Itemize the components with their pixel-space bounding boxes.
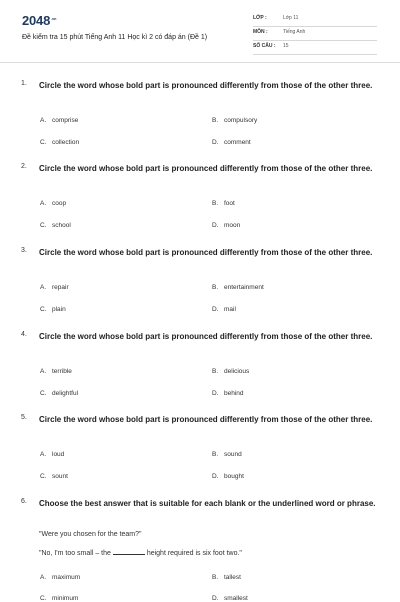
question-number: 2. bbox=[21, 163, 27, 170]
option-text: entertainment bbox=[224, 284, 264, 291]
meta-subject-key: MÔN : bbox=[253, 29, 268, 35]
option-letter: D. bbox=[212, 222, 219, 229]
question-text: Circle the word whose bold part is pronounced differently from those of the other three. bbox=[39, 81, 373, 90]
question-number: 3. bbox=[21, 247, 27, 254]
meta-class-key: LỚP : bbox=[253, 15, 267, 21]
option-letter: A. bbox=[40, 284, 47, 291]
option-letter: C. bbox=[40, 222, 47, 229]
question-list bbox=[0, 62, 400, 601]
option-text: delightful bbox=[52, 390, 79, 397]
question-number: 1. bbox=[21, 80, 27, 87]
option-text: compulsory bbox=[224, 117, 258, 124]
option-text: maximum bbox=[52, 574, 81, 581]
option-text: delicious bbox=[224, 368, 250, 375]
option-letter: B. bbox=[212, 117, 219, 124]
option-letter: A. bbox=[40, 117, 47, 124]
site-logo[interactable] bbox=[22, 13, 56, 28]
dialogue-line-2 bbox=[39, 550, 242, 557]
meta-class-value: Lớp 11 bbox=[283, 15, 299, 21]
option-letter: B. bbox=[212, 451, 219, 458]
option-text: bought bbox=[224, 473, 244, 480]
logo-suffix: .vn bbox=[51, 15, 57, 21]
option-letter: B. bbox=[212, 284, 219, 291]
option-text: plain bbox=[52, 306, 66, 313]
document-title: Đề kiểm tra 15 phút Tiếng Anh 11 Học kì 2 có đáp án (Đề 1) bbox=[22, 34, 208, 41]
option-letter: C. bbox=[40, 595, 47, 602]
option-text: repair bbox=[52, 284, 69, 291]
question-text: Choose the best answer that is suitable for each blank or the underlined word or phrase. bbox=[39, 499, 376, 508]
option-letter: A. bbox=[40, 451, 47, 458]
option-text: minimum bbox=[52, 595, 79, 602]
option-letter: B. bbox=[212, 574, 219, 581]
option-letter: C. bbox=[40, 139, 47, 146]
option-text: behind bbox=[224, 390, 244, 397]
option-text: tallest bbox=[224, 574, 241, 581]
option-text: sount bbox=[52, 473, 68, 480]
dialogue-line-2-before: "No, I'm too small – the bbox=[39, 550, 111, 557]
option-letter: A. bbox=[40, 200, 47, 207]
option-text: foot bbox=[224, 200, 235, 207]
meta-class-row bbox=[253, 13, 377, 27]
option-letter: A. bbox=[40, 574, 47, 581]
option-letter: D. bbox=[212, 595, 219, 602]
dialogue-line-1: "Were you chosen for the team?" bbox=[39, 531, 142, 538]
option-letter: B. bbox=[212, 368, 219, 375]
option-letter: C. bbox=[40, 390, 47, 397]
option-letter: D. bbox=[212, 390, 219, 397]
dialogue-line-2-after: height required is six foot two." bbox=[146, 550, 242, 557]
option-text: moon bbox=[224, 222, 241, 229]
page-header bbox=[0, 0, 400, 62]
question-text: Circle the word whose bold part is pronounced differently from those of the other three. bbox=[39, 164, 373, 173]
question-text: Circle the word whose bold part is pronounced differently from those of the other three. bbox=[39, 332, 373, 341]
meta-count-row bbox=[253, 41, 377, 55]
option-text: school bbox=[52, 222, 71, 229]
option-text: comment bbox=[224, 139, 251, 146]
option-text: loud bbox=[52, 451, 65, 458]
meta-count-value: 15 bbox=[283, 43, 289, 49]
option-letter: C. bbox=[40, 306, 47, 313]
option-letter: D. bbox=[212, 139, 219, 146]
option-letter: D. bbox=[212, 306, 219, 313]
meta-subject-value: Tiếng Anh bbox=[283, 29, 306, 35]
option-letter: A. bbox=[40, 368, 47, 375]
option-letter: C. bbox=[40, 473, 47, 480]
logo-text: 2048 bbox=[22, 13, 51, 28]
question-number: 6. bbox=[21, 498, 27, 505]
answer-blank bbox=[113, 554, 145, 555]
option-letter: B. bbox=[212, 200, 219, 207]
question-number: 5. bbox=[21, 414, 27, 421]
option-text: collection bbox=[52, 139, 80, 146]
question-text: Circle the word whose bold part is pronounced differently from those of the other three. bbox=[39, 248, 373, 257]
option-text: coop bbox=[52, 200, 67, 207]
meta-count-key: SỐ CÂU : bbox=[253, 43, 276, 49]
option-text: comprise bbox=[52, 117, 79, 124]
option-text: smallest bbox=[224, 595, 248, 602]
option-text: mail bbox=[224, 306, 236, 313]
meta-subject-row bbox=[253, 27, 377, 41]
option-text: sound bbox=[224, 451, 242, 458]
option-letter: D. bbox=[212, 473, 219, 480]
question-text: Circle the word whose bold part is pronounced differently from those of the other three. bbox=[39, 415, 373, 424]
question-number: 4. bbox=[21, 331, 27, 338]
option-text: terrible bbox=[52, 368, 72, 375]
